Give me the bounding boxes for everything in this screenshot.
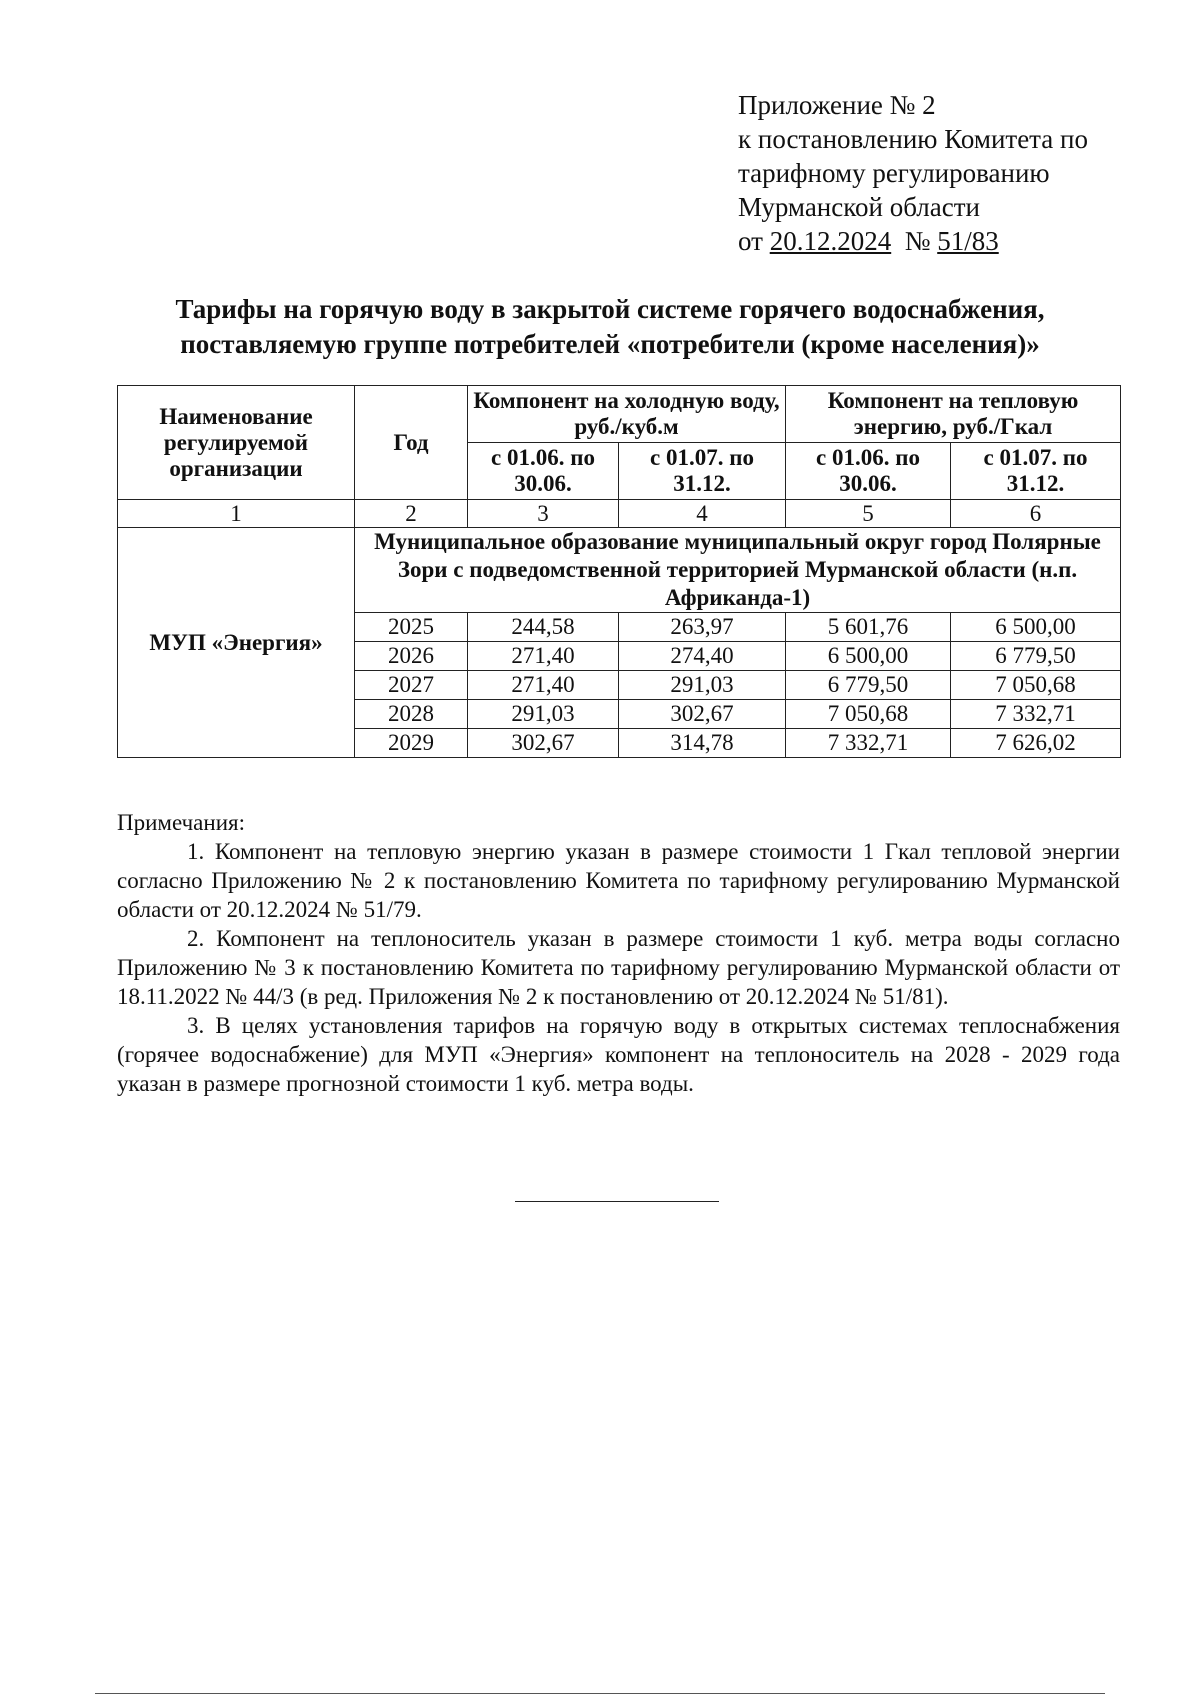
title-line: поставляемую группе потребителей «потребители (кроме населения)» — [180, 329, 1040, 359]
header-period: с 01.07. по 31.12. — [619, 443, 786, 500]
table-header-row — [118, 386, 1121, 443]
notes-heading: Примечания: — [117, 810, 245, 835]
appendix-line: Приложение № 2 — [738, 90, 936, 120]
header-period: с 01.07. по 31.12. — [951, 443, 1121, 500]
column-number: 2 — [355, 500, 468, 528]
cell-heat-energy-1: 7 332,71 — [786, 729, 951, 758]
appendix-line: тарифному регулированию — [738, 158, 1050, 188]
cell-year: 2029 — [355, 729, 468, 758]
column-number-row — [118, 500, 1121, 528]
appendix-date-line — [738, 224, 1088, 258]
cell-cold-water-2: 314,78 — [619, 729, 786, 758]
header-cold-water: Компонент на холодную воду, руб./куб.м — [468, 386, 786, 443]
municipality-name: Муниципальное образование муниципальный округ город Полярные Зори с подведомственной территорией Мурманской области (н.п. Африканда-1) — [355, 528, 1121, 613]
title-line: Тарифы на горячую воду в закрытой системе горячего водоснабжения, — [175, 294, 1045, 324]
header-period: с 01.06. по 30.06. — [786, 443, 951, 500]
date-prefix: от — [738, 226, 770, 256]
cell-cold-water-2: 263,97 — [619, 613, 786, 642]
cell-year: 2028 — [355, 700, 468, 729]
note-item: 3. В целях установления тарифов на горячую воду в открытых системах теплоснабжения (горячее водоснабжение) для МУП «Энергия» компонент на теплоноситель на 2028 - 2029 года указан в размере прогнозной стоимости 1 куб. метра воды. — [117, 1013, 1120, 1096]
cell-cold-water-1: 302,67 — [468, 729, 619, 758]
column-number: 5 — [786, 500, 951, 528]
appendix-number: 51/83 — [937, 226, 999, 256]
cell-heat-energy-2: 7 050,68 — [951, 671, 1121, 700]
appendix-date: 20.12.2024 — [769, 226, 892, 256]
cell-cold-water-1: 271,40 — [468, 671, 619, 700]
tariff-table — [117, 385, 1121, 758]
header-org: Наименование регулируемой организации — [118, 386, 355, 500]
notes-section — [117, 808, 1120, 1098]
header-year: Год — [355, 386, 468, 500]
cell-heat-energy-2: 6 779,50 — [951, 642, 1121, 671]
cell-heat-energy-1: 6 779,50 — [786, 671, 951, 700]
document-title — [110, 292, 1110, 362]
cell-cold-water-2: 274,40 — [619, 642, 786, 671]
appendix-line: Мурманской области — [738, 192, 980, 222]
note-item: 2. Компонент на теплоноситель указан в размере стоимости 1 куб. метра воды согласно Приложению № 3 к постановлению Комитета по тарифному регулированию Мурманской области от 18.11.2022 № 44/3 (в ред. Приложения № 2 к постановлению от 20.12.2024 № 51/81). — [117, 926, 1120, 1009]
header-period: с 01.06. по 30.06. — [468, 443, 619, 500]
end-separator-line — [515, 1201, 719, 1202]
cell-heat-energy-1: 5 601,76 — [786, 613, 951, 642]
cell-cold-water-1: 291,03 — [468, 700, 619, 729]
cell-heat-energy-2: 6 500,00 — [951, 613, 1121, 642]
cell-cold-water-1: 244,58 — [468, 613, 619, 642]
cell-year: 2026 — [355, 642, 468, 671]
cell-heat-energy-1: 7 050,68 — [786, 700, 951, 729]
appendix-header — [738, 88, 1088, 258]
column-number: 6 — [951, 500, 1121, 528]
organization-name: МУП «Энергия» — [118, 528, 355, 758]
number-prefix: № — [891, 226, 938, 256]
cell-heat-energy-2: 7 626,02 — [951, 729, 1121, 758]
cell-cold-water-2: 302,67 — [619, 700, 786, 729]
column-number: 4 — [619, 500, 786, 528]
header-heat-energy: Компонент на тепловую энергию, руб./Гкал — [786, 386, 1121, 443]
bottom-scan-rule — [95, 1693, 1105, 1694]
cell-cold-water-2: 291,03 — [619, 671, 786, 700]
column-number: 3 — [468, 500, 619, 528]
note-item: 1. Компонент на тепловую энергию указан в размере стоимости 1 Гкал тепловой энергии согласно Приложению № 2 к постановлению Комитета по тарифному регулированию Мурманской области от 20.12.2024 № 51/79. — [117, 839, 1120, 922]
cell-year: 2027 — [355, 671, 468, 700]
municipality-row — [118, 528, 1121, 613]
column-number: 1 — [118, 500, 355, 528]
cell-cold-water-1: 271,40 — [468, 642, 619, 671]
cell-heat-energy-1: 6 500,00 — [786, 642, 951, 671]
appendix-line: к постановлению Комитета по — [738, 124, 1088, 154]
cell-heat-energy-2: 7 332,71 — [951, 700, 1121, 729]
cell-year: 2025 — [355, 613, 468, 642]
